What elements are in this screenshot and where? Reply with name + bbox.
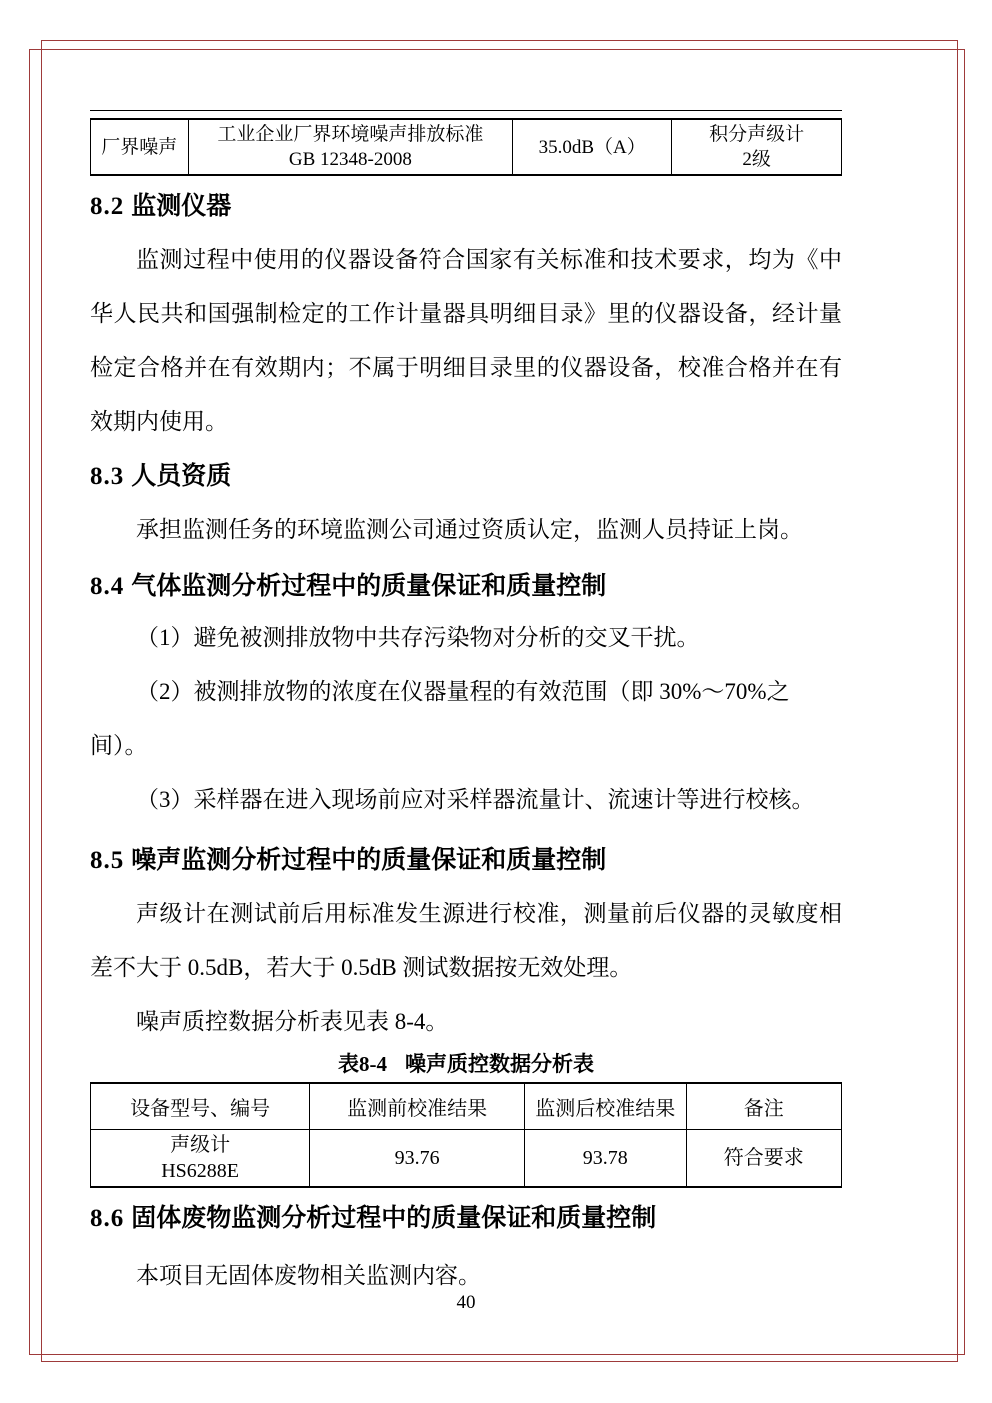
device-model: HS6288E [161, 1159, 240, 1182]
section-number: 8.3 [90, 463, 125, 490]
standard-cell [188, 119, 512, 175]
section-title: 气体监测分析过程中的质量保证和质量控制 [131, 573, 607, 600]
section-title: 噪声监测分析过程中的质量保证和质量控制 [131, 847, 607, 874]
limit-value-cell: 35.0dB（A） [513, 119, 672, 175]
standard-code: GB 12348-2008 [288, 149, 412, 170]
standard-name: 工业企业厂界环境噪声排放标准 [217, 124, 484, 145]
device-cell [91, 1129, 310, 1187]
paragraph: 监测过程中使用的仪器设备符合国家有关标准和技术要求，均为《中华人民共和国强制检定的工作计量器具明细目录》里的仪器设备，经计量检定合格并在有效期内；不属于明细目录里的仪器设备，校准合格并在有效期内使用。 [90, 247, 842, 434]
section-number: 8.2 [90, 193, 125, 220]
page-content [90, 110, 842, 1303]
col-header-device: 设备型号、编号 [91, 1083, 310, 1129]
paragraph: 噪声质控数据分析表见表 8-4。 [136, 1009, 449, 1034]
list-item: （2）被测排放物的浓度在仪器量程的有效范围（即 30%～70%之间）。 [90, 679, 790, 758]
table-caption [90, 1051, 842, 1077]
table-row [91, 1129, 842, 1187]
list-item: （3）采样器在进入现场前应对采样器流量计、流速计等进行校核。 [136, 787, 815, 812]
instrument-cell [672, 119, 842, 175]
paragraph: 承担监测任务的环境监测公司通过资质认定，监测人员持证上岗。 [136, 517, 803, 542]
section-title: 固体废物监测分析过程中的质量保证和质量控制 [131, 1204, 657, 1232]
instrument-class: 2级 [742, 149, 771, 170]
section-title: 人员资质 [131, 463, 232, 490]
section-heading-8-6 [90, 1205, 842, 1233]
paragraph: 本项目无固体废物相关监测内容。 [136, 1262, 481, 1288]
section-heading-8-2 [90, 193, 842, 221]
section-number: 8.4 [90, 573, 125, 600]
col-header-remark: 备注 [686, 1083, 841, 1129]
table-row [91, 119, 842, 175]
noise-standard-table [90, 118, 842, 176]
page-number: 40 [456, 1292, 476, 1313]
list-item: （1）避免被测排放物中共存污染物对分析的交叉干扰。 [136, 625, 700, 650]
table-caption-title: 噪声质控数据分析表 [405, 1052, 594, 1076]
noise-type-cell: 厂界噪声 [91, 119, 189, 175]
section-heading-8-5 [90, 847, 842, 875]
device-name: 声级计 [170, 1133, 231, 1156]
section-heading-8-3 [90, 463, 842, 491]
before-value-cell: 93.76 [310, 1129, 525, 1187]
section-heading-8-4 [90, 573, 842, 601]
col-header-after: 监测后校准结果 [525, 1083, 686, 1129]
section-number: 8.5 [90, 847, 125, 874]
table-header-row [91, 1083, 842, 1129]
paragraph: 声级计在测试前后用标准发生源进行校准，测量前后仪器的灵敏度相差不大于 0.5dB，若大于 0.5dB 测试数据按无效处理。 [90, 901, 842, 980]
qc-data-table [90, 1082, 842, 1188]
table-caption-label: 表8-4 [338, 1052, 387, 1076]
section-number: 8.6 [90, 1204, 125, 1232]
instrument-name: 积分声级计 [709, 124, 805, 145]
remark-cell: 符合要求 [686, 1129, 841, 1187]
noise-standard-table-wrap [90, 110, 842, 176]
section-title: 监测仪器 [131, 193, 232, 220]
after-value-cell: 93.78 [525, 1129, 686, 1187]
col-header-before: 监测前校准结果 [310, 1083, 525, 1129]
